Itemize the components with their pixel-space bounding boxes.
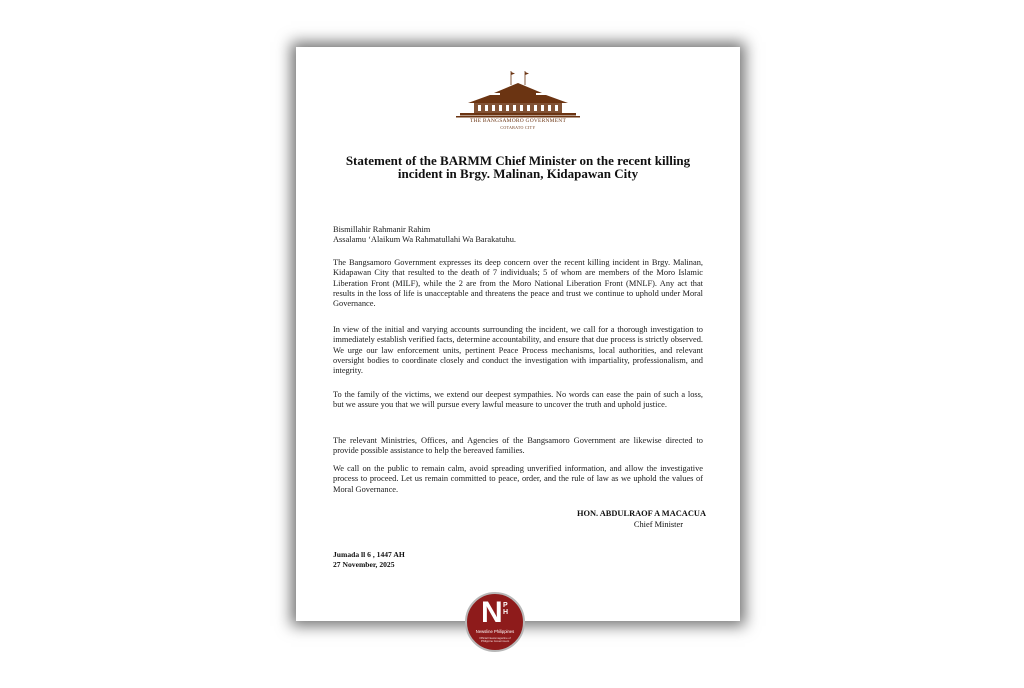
greeting-line-1: Bismillahir Rahmanir Rahim bbox=[333, 225, 431, 234]
paragraph-3: To the family of the victims, we extend our deepest sympathies. No words can ease the pain of such a loss, but we assure you that we will pursue every lawful measure to uncover the truth and uphold justice. bbox=[333, 390, 703, 410]
newsline-logo-badge bbox=[465, 592, 525, 652]
paragraph-2: In view of the initial and varying accounts surrounding the incident, we call for a thorough investigation to immediately establish verified facts, determine accountability, and ensure that due process is strictly observed. We urge our law enforcement units, pertinent Peace Process mechanisms, local authorities, and relevant oversight bodies to coordinate closely and conduct the investigation with impartiality, professionalism, and integrity. bbox=[333, 325, 703, 376]
bangsamoro-building-logo bbox=[454, 71, 582, 119]
letterhead-org-name: THE BANGSAMORO GOVERNMENT bbox=[469, 118, 567, 124]
signatory-name: HON. ABDULRAOF A MACACUA bbox=[576, 509, 706, 518]
letterhead-city: COTABATO CITY bbox=[500, 125, 536, 130]
paragraph-4: The relevant Ministries, Offices, and Agencies of the Bangsamoro Government are likewise directed to provide possible assistance to help the bereaved families. bbox=[333, 436, 703, 456]
hijri-date: Jumada ll 6 , 1447 AH bbox=[333, 550, 405, 559]
greeting-line-2: Assalamu ‘Alaikum Wa Rahmatullahi Wa Barakatuhu. bbox=[333, 235, 517, 245]
statement-document bbox=[296, 47, 740, 621]
greeting bbox=[333, 225, 703, 246]
badge-letter: N bbox=[481, 596, 503, 629]
paragraph-1: The Bangsamoro Government expresses its deep concern over the recent killing incident in Brgy. Malinan, Kidapawan City that resulted to the death of 7 individuals; 5 of whom are members of the Moro Islamic Liberation Front (MILF), while the 2 are from the Moro National Liberation Front (MNLF). Any act that results in the loss of life is unacceptable and threatens the peace and trust we continue to uphold under Moral Governance. bbox=[333, 258, 703, 309]
badge-ph: PH bbox=[503, 602, 509, 616]
paragraph-5: We call on the public to remain calm, avoid spreading unverified information, and allow the investigative process to proceed. Let us remain committed to peace, order, and the rule of law as we uphold the values of Moral Governance. bbox=[333, 464, 703, 494]
signatory-position: Chief Minister bbox=[633, 520, 683, 529]
date-block bbox=[333, 550, 405, 570]
gregorian-date: 27 November, 2025 bbox=[333, 560, 395, 569]
badge-subtitle: Official Newsmagazine of Philippine Government bbox=[479, 636, 511, 644]
statement-title: Statement of the BARMM Chief Minister on the recent killing incident in Brgy. Malinan, Kidapawan City bbox=[345, 153, 691, 181]
badge-name: Newsline Philippines bbox=[475, 629, 515, 634]
